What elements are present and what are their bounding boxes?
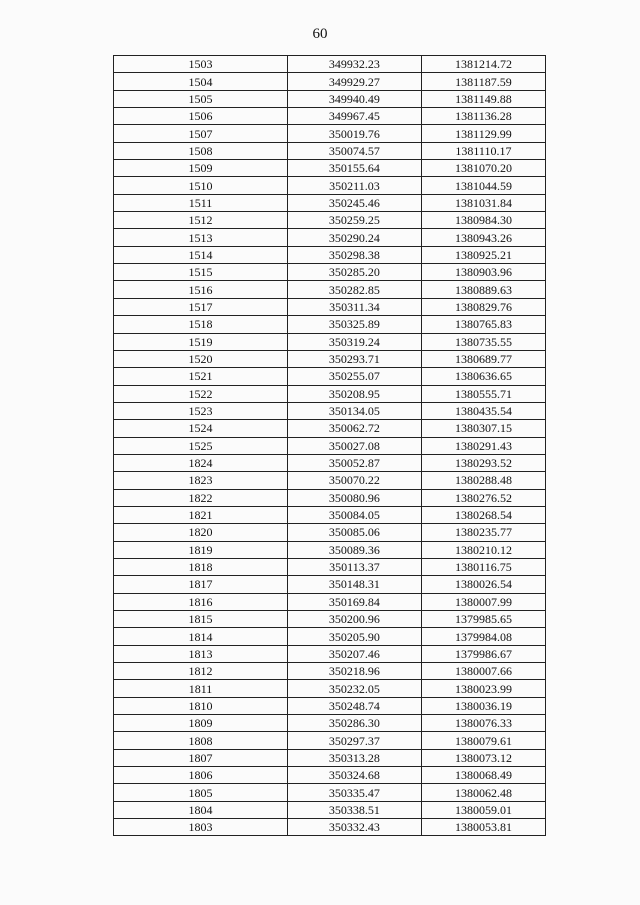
y-coordinate-cell: 1379985.65 [421,611,545,628]
point-number-cell: 1811 [114,680,288,697]
table-row [114,368,546,385]
y-coordinate-cell: 1380026.54 [421,576,545,593]
x-coordinate-cell: 350335.47 [287,784,421,801]
y-coordinate-cell: 1381129.99 [421,125,545,142]
point-number-cell: 1808 [114,732,288,749]
x-coordinate-cell: 350286.30 [287,715,421,732]
x-coordinate-cell: 350155.64 [287,160,421,177]
table-row [114,142,546,159]
point-number-cell: 1805 [114,784,288,801]
x-coordinate-cell: 350324.68 [287,767,421,784]
y-coordinate-cell: 1380307.15 [421,420,545,437]
x-coordinate-cell: 350232.05 [287,680,421,697]
x-coordinate-cell: 350134.05 [287,402,421,419]
y-coordinate-cell: 1380765.83 [421,316,545,333]
table-row [114,420,546,437]
coordinates-table-body [114,56,546,836]
y-coordinate-cell: 1380068.49 [421,767,545,784]
x-coordinate-cell: 349967.45 [287,108,421,125]
point-number-cell: 1814 [114,628,288,645]
table-row [114,801,546,818]
y-coordinate-cell: 1380689.77 [421,350,545,367]
point-number-cell: 1824 [114,454,288,471]
y-coordinate-cell: 1380288.48 [421,472,545,489]
x-coordinate-cell: 350200.96 [287,611,421,628]
point-number-cell: 1504 [114,73,288,90]
point-number-cell: 1803 [114,819,288,836]
table-row [114,350,546,367]
y-coordinate-cell: 1380023.99 [421,680,545,697]
table-row [114,229,546,246]
point-number-cell: 1804 [114,801,288,818]
x-coordinate-cell: 350298.38 [287,246,421,263]
table-row [114,749,546,766]
table-row [114,819,546,836]
x-coordinate-cell: 350313.28 [287,749,421,766]
coordinates-table [113,55,546,836]
point-number-cell: 1507 [114,125,288,142]
table-row [114,281,546,298]
y-coordinate-cell: 1380053.81 [421,819,545,836]
table-row [114,576,546,593]
table-row [114,697,546,714]
table-row [114,160,546,177]
x-coordinate-cell: 350148.31 [287,576,421,593]
y-coordinate-cell: 1380276.52 [421,489,545,506]
x-coordinate-cell: 350085.06 [287,524,421,541]
x-coordinate-cell: 350297.37 [287,732,421,749]
point-number-cell: 1820 [114,524,288,541]
x-coordinate-cell: 349932.23 [287,56,421,73]
x-coordinate-cell: 350089.36 [287,541,421,558]
x-coordinate-cell: 350113.37 [287,558,421,575]
point-number-cell: 1511 [114,194,288,211]
point-number-cell: 1509 [114,160,288,177]
table-row [114,56,546,73]
x-coordinate-cell: 350208.95 [287,385,421,402]
y-coordinate-cell: 1381214.72 [421,56,545,73]
y-coordinate-cell: 1380435.54 [421,402,545,419]
table-row [114,628,546,645]
table-row [114,73,546,90]
table-row [114,541,546,558]
page-number: 60 [312,26,328,42]
y-coordinate-cell: 1380076.33 [421,715,545,732]
x-coordinate-cell: 350332.43 [287,819,421,836]
y-coordinate-cell: 1380079.61 [421,732,545,749]
point-number-cell: 1523 [114,402,288,419]
x-coordinate-cell: 350338.51 [287,801,421,818]
table-row [114,524,546,541]
y-coordinate-cell: 1380555.71 [421,385,545,402]
point-number-cell: 1815 [114,611,288,628]
table-row [114,767,546,784]
point-number-cell: 1517 [114,298,288,315]
point-number-cell: 1813 [114,645,288,662]
point-number-cell: 1817 [114,576,288,593]
y-coordinate-cell: 1380036.19 [421,697,545,714]
table-row [114,298,546,315]
point-number-cell: 1821 [114,506,288,523]
table-row [114,593,546,610]
y-coordinate-cell: 1381070.20 [421,160,545,177]
y-coordinate-cell: 1380735.55 [421,333,545,350]
x-coordinate-cell: 350074.57 [287,142,421,159]
y-coordinate-cell: 1380268.54 [421,506,545,523]
table-row [114,264,546,281]
x-coordinate-cell: 350293.71 [287,350,421,367]
y-coordinate-cell: 1380210.12 [421,541,545,558]
x-coordinate-cell: 350211.03 [287,177,421,194]
y-coordinate-cell: 1380059.01 [421,801,545,818]
y-coordinate-cell: 1379984.08 [421,628,545,645]
x-coordinate-cell: 350080.96 [287,489,421,506]
y-coordinate-cell: 1381044.59 [421,177,545,194]
point-number-cell: 1819 [114,541,288,558]
table-row [114,385,546,402]
y-coordinate-cell: 1380235.77 [421,524,545,541]
x-coordinate-cell: 350084.05 [287,506,421,523]
table-row [114,212,546,229]
x-coordinate-cell: 350255.07 [287,368,421,385]
y-coordinate-cell: 1381110.17 [421,142,545,159]
point-number-cell: 1510 [114,177,288,194]
x-coordinate-cell: 350285.20 [287,264,421,281]
table-row [114,732,546,749]
point-number-cell: 1524 [114,420,288,437]
point-number-cell: 1518 [114,316,288,333]
table-row [114,437,546,454]
point-number-cell: 1812 [114,663,288,680]
y-coordinate-cell: 1380062.48 [421,784,545,801]
table-row [114,125,546,142]
table-row [114,316,546,333]
y-coordinate-cell: 1380903.96 [421,264,545,281]
y-coordinate-cell: 1380636.65 [421,368,545,385]
point-number-cell: 1816 [114,593,288,610]
y-coordinate-cell: 1381149.88 [421,90,545,107]
y-coordinate-cell: 1380073.12 [421,749,545,766]
table-row [114,177,546,194]
x-coordinate-cell: 350027.08 [287,437,421,454]
point-number-cell: 1503 [114,56,288,73]
table-row [114,333,546,350]
table-row [114,489,546,506]
table-row [114,90,546,107]
point-number-cell: 1521 [114,368,288,385]
x-coordinate-cell: 350259.25 [287,212,421,229]
table-row [114,194,546,211]
y-coordinate-cell: 1379986.67 [421,645,545,662]
y-coordinate-cell: 1381031.84 [421,194,545,211]
y-coordinate-cell: 1380293.52 [421,454,545,471]
table-row [114,402,546,419]
y-coordinate-cell: 1381187.59 [421,73,545,90]
point-number-cell: 1822 [114,489,288,506]
table-row [114,108,546,125]
x-coordinate-cell: 350311.34 [287,298,421,315]
point-number-cell: 1522 [114,385,288,402]
point-number-cell: 1506 [114,108,288,125]
table-row [114,663,546,680]
point-number-cell: 1505 [114,90,288,107]
point-number-cell: 1519 [114,333,288,350]
x-coordinate-cell: 350325.89 [287,316,421,333]
x-coordinate-cell: 349929.27 [287,73,421,90]
table-row [114,680,546,697]
x-coordinate-cell: 350245.46 [287,194,421,211]
point-number-cell: 1810 [114,697,288,714]
x-coordinate-cell: 350205.90 [287,628,421,645]
y-coordinate-cell: 1380007.99 [421,593,545,610]
point-number-cell: 1516 [114,281,288,298]
x-coordinate-cell: 350282.85 [287,281,421,298]
point-number-cell: 1525 [114,437,288,454]
x-coordinate-cell: 349940.49 [287,90,421,107]
y-coordinate-cell: 1380925.21 [421,246,545,263]
y-coordinate-cell: 1380984.30 [421,212,545,229]
x-coordinate-cell: 350290.24 [287,229,421,246]
x-coordinate-cell: 350169.84 [287,593,421,610]
x-coordinate-cell: 350019.76 [287,125,421,142]
x-coordinate-cell: 350052.87 [287,454,421,471]
point-number-cell: 1508 [114,142,288,159]
table-row [114,611,546,628]
table-row [114,715,546,732]
x-coordinate-cell: 350218.96 [287,663,421,680]
y-coordinate-cell: 1380007.66 [421,663,545,680]
point-number-cell: 1514 [114,246,288,263]
table-row [114,454,546,471]
table-row [114,246,546,263]
point-number-cell: 1809 [114,715,288,732]
point-number-cell: 1807 [114,749,288,766]
table-row [114,506,546,523]
x-coordinate-cell: 350070.22 [287,472,421,489]
point-number-cell: 1818 [114,558,288,575]
point-number-cell: 1513 [114,229,288,246]
x-coordinate-cell: 350248.74 [287,697,421,714]
x-coordinate-cell: 350319.24 [287,333,421,350]
point-number-cell: 1823 [114,472,288,489]
y-coordinate-cell: 1380889.63 [421,281,545,298]
y-coordinate-cell: 1381136.28 [421,108,545,125]
point-number-cell: 1512 [114,212,288,229]
y-coordinate-cell: 1380291.43 [421,437,545,454]
x-coordinate-cell: 350207.46 [287,645,421,662]
table-row [114,784,546,801]
point-number-cell: 1520 [114,350,288,367]
y-coordinate-cell: 1380943.26 [421,229,545,246]
y-coordinate-cell: 1380829.76 [421,298,545,315]
x-coordinate-cell: 350062.72 [287,420,421,437]
table-row [114,558,546,575]
table-row [114,472,546,489]
y-coordinate-cell: 1380116.75 [421,558,545,575]
point-number-cell: 1806 [114,767,288,784]
point-number-cell: 1515 [114,264,288,281]
table-row [114,645,546,662]
